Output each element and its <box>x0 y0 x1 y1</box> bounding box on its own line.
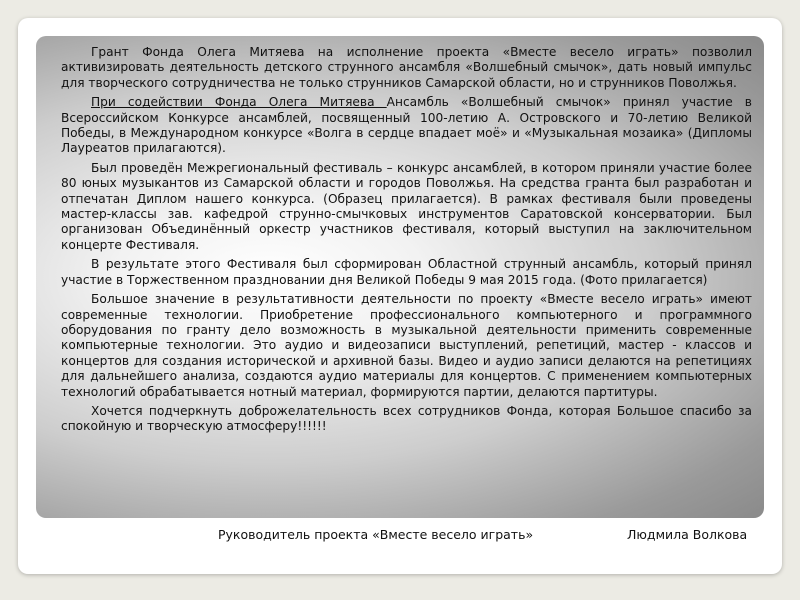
text-panel <box>36 36 764 518</box>
paragraph-text: Большое значение в результативности деятельности по проекту «Вместе весело играть» имеют современные технологии. Приобретение профессионального компьютерного и программного оборудования по гранту дело возможность в музыкальной деятельности применить современные компьютерные технологии. Это аудио и видеозаписи выступлений, репетиций, мастер - классов и концертов для создания исторической и архивной базы. Видео и аудио записи делаются на репетициях для дальнейшего анализа, создаются аудио материалы для концертов. С применением компьютерных технологий обрабатывается нотный материал, формируются партии, делаются партитуры. <box>61 292 752 399</box>
paragraph-grant <box>61 45 752 91</box>
paragraph-text: Был проведён Межрегиональный фестиваль – конкурс ансамблей, в котором приняли участие более 80 юных музыкантов из Самарской области и городов Поволжья. На средства гранта был разработан и отпечатан Диплом нашего конкурса. (Образец прилагается). В рамках фестиваля были проведены мастер-классы зав. кафедрой струнно-смычковых инструментов Саратовской консерватории. Был организован Объединённый оркестр участников фестиваля, который выступил на заключительном концерте Фестиваля. <box>61 160 752 252</box>
footer-project-lead: Руководитель проекта «Вместе весело играть» <box>218 527 534 542</box>
paragraph-text: Ансамбль «Волшебный смычок» принял участие в Всероссийском Конкурсе ансамблей, посвященный 100-летию А. Островского и 70-летию Великой Победы, в Международном конкурсе «Волга в сердце впадает моё» и «Музыкальная мозаика» (Дипломы Лауреатов прилагаются). <box>61 95 752 156</box>
paragraph-thanks <box>61 404 752 435</box>
paragraph-text: В результате этого Фестиваля был сформирован Областной струнный ансамбль, который принял участие в Торжественном праздновании дня Великой Победы 9 мая 2015 года. (Фото прилагается) <box>61 257 752 287</box>
paragraph-regional-ensemble <box>61 257 752 288</box>
paragraph-competitions <box>61 95 752 157</box>
paragraph-festival <box>61 161 752 253</box>
paragraph-text: Хочется подчеркнуть доброжелательность всех сотрудников Фонда, которая Большое спасибо за спокойную и творческую атмосферу!!!!!! <box>61 403 752 434</box>
paragraph-text: Грант Фонда Олега Митяева на исполнение проекта «Вместе весело играть» позволил активизировать деятельность детского струнного ансамбля «Волшебный смычок», дать новый импульс для творческого сотрудничества не только струнников Самарской области, но и струнников Поволжья. <box>61 45 752 90</box>
paragraph-lead-underlined: При содействии Фонда Олега Митяева <box>91 95 387 110</box>
paragraph-technologies <box>61 292 752 400</box>
footer-author-name: Людмила Волкова <box>627 527 748 542</box>
